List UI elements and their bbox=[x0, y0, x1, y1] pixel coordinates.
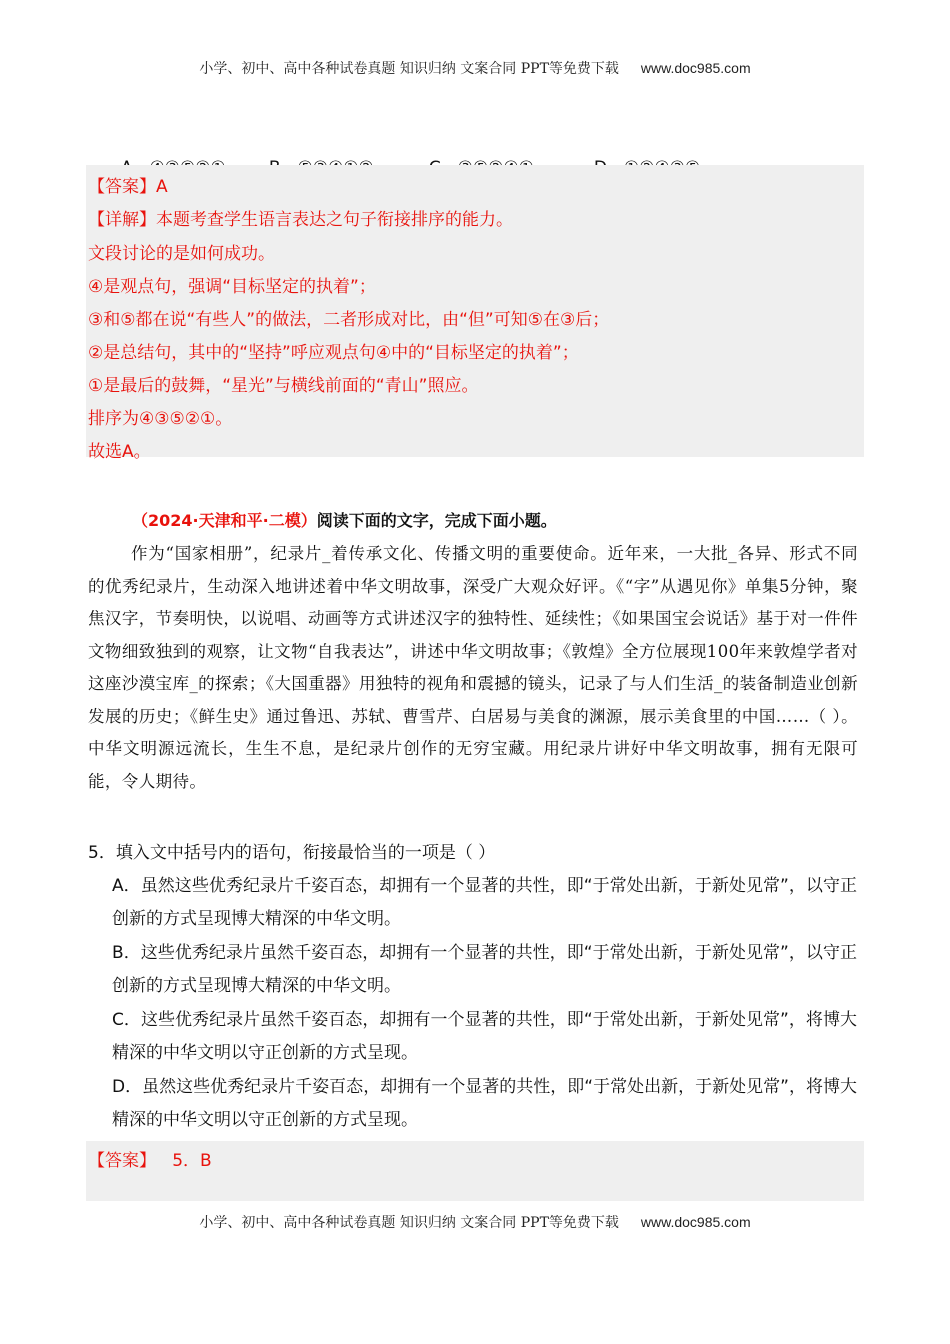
answer-2-label: 【答案】 bbox=[88, 1151, 156, 1171]
header-site: www.doc985.com bbox=[640, 60, 751, 76]
answer-label: 【答案】 bbox=[88, 177, 156, 197]
answer-line bbox=[88, 172, 168, 197]
detail-line-1: 文段讨论的是如何成功。 bbox=[88, 244, 275, 264]
detail-line-2: ④是观点句，强调“目标坚定的执着”； bbox=[88, 277, 376, 297]
question-option-d: D．虽然这些优秀纪录片千姿百态，却拥有一个显著的共性，即“于常处出新，于新处见常”，将博大精深的中华文明以守正创新的方式呈现。 bbox=[112, 1077, 857, 1130]
answer-2 bbox=[88, 1146, 212, 1171]
answer-2-value: 5．B bbox=[172, 1151, 212, 1171]
detail-label: 【详解】 bbox=[88, 210, 156, 230]
detail-line bbox=[88, 205, 513, 230]
header-text: 小学、初中、高中各种试卷真题 知识归纳 文案合同 PPT等免费下载 bbox=[199, 61, 619, 77]
section-source: （2024·天津和平·二模） bbox=[132, 511, 317, 530]
question-option-a: A．虽然这些优秀纪录片千姿百态，却拥有一个显著的共性，即“于常处出新，于新处见常”，以守正创新的方式呈现博大精深的中华文明。 bbox=[112, 876, 857, 929]
detail-line-4: ②是总结句，其中的“坚持”呼应观点句④中的“目标坚定的执着”； bbox=[88, 343, 579, 363]
page-header bbox=[0, 58, 950, 78]
page-footer bbox=[0, 1212, 950, 1232]
question-stem: 5．填入文中括号内的语句，衔接最恰当的一项是（ ） bbox=[88, 843, 496, 863]
detail-line-6: 排序为④③⑤②①。 bbox=[88, 409, 233, 429]
section-instruction: 阅读下面的文字，完成下面小题。 bbox=[316, 511, 557, 530]
answer-value: A bbox=[156, 177, 168, 197]
reading-passage: 作为“国家相册”，纪录片_着传承文化、传播文明的重要使命。近年来，一大批_各异、形式不同的优秀纪录片，生动深入地讲述着中华文明故事，深受广大观众好评。《“字”从遇见你》单集5分钟，聚焦汉字，节奏明快，以说唱、动画等方式讲述汉字的独特性、延续性；《如果国宝会说话》基于对一件件文物细致独到的观察，让文物“自我表达”，讲述中华文明故事；《敦煌》全方位展现100年来敦煌学者对这座沙漠宝库_的探索；《大国重器》用独特的视角和震撼的镜头，记录了与人们生活_的装备制造业创新发展的历史；《鲜生史》通过鲁迅、苏轼、曹雪芹、白居易与美食的渊源，展示美食里的中国……（ ）。中华文明源远流长，生生不息，是纪录片创作的无穷宝藏。用纪录片讲好中华文明故事，拥有无限可能，令人期待。 bbox=[88, 544, 858, 791]
question-option-c: C．这些优秀纪录片虽然千姿百态，却拥有一个显著的共性，即“于常处出新，于新处见常”，将博大精深的中华文明以守正创新的方式呈现。 bbox=[112, 1010, 857, 1063]
footer-site: www.doc985.com bbox=[640, 1214, 751, 1230]
question-option-b: B．这些优秀纪录片虽然千姿百态，却拥有一个显著的共性，即“于常处出新，于新处见常”，以守正创新的方式呈现博大精深的中华文明。 bbox=[112, 943, 857, 996]
footer-text: 小学、初中、高中各种试卷真题 知识归纳 文案合同 PPT等免费下载 bbox=[199, 1215, 619, 1231]
detail-line-5: ①是最后的鼓舞，“星光”与横线前面的“青山”照应。 bbox=[88, 376, 479, 396]
section-title bbox=[132, 508, 557, 531]
detail-line-7: 故选A。 bbox=[88, 442, 151, 462]
detail-first: 本题考查学生语言表达之句子衔接排序的能力。 bbox=[156, 210, 513, 230]
detail-line-3: ③和⑤都在说“有些人”的做法，二者形成对比，由“但”可知⑤在③后； bbox=[88, 310, 610, 330]
